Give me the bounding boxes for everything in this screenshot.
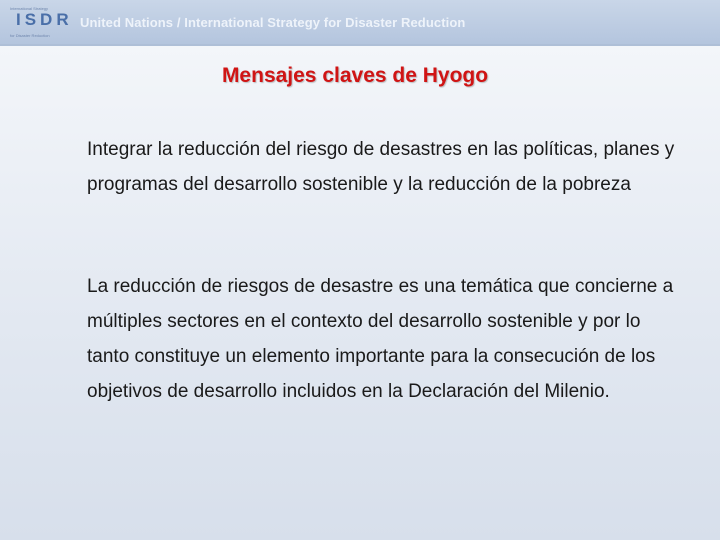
paragraph-2: La reducción de riesgos de desastre es una temática que concierne a múltiples sectores en el contexto del desarrollo sostenible y por lo tanto constituye un elemento importante para la consecución de los objetivos de desarrollo incluidos en la Declaración del Milenio. [87,276,674,402]
organization-name: United Nations / International Strategy for Disaster Reduction [80,15,466,30]
logo-fine-text-bottom: for Disaster Reduction [10,33,50,38]
logo-wordmark: ISDR [16,10,73,29]
isdr-logo [8,6,74,38]
slide-title: Mensajes claves de Hyogo [221,64,489,87]
logo-fine-text-top: International Strategy [10,6,49,11]
paragraph-1: Integrar la reducción del riesgo de desastres en las políticas, planes y programas del desarrollo sostenible y la reducción de la pobreza [87,139,675,195]
header-bar [0,0,720,46]
